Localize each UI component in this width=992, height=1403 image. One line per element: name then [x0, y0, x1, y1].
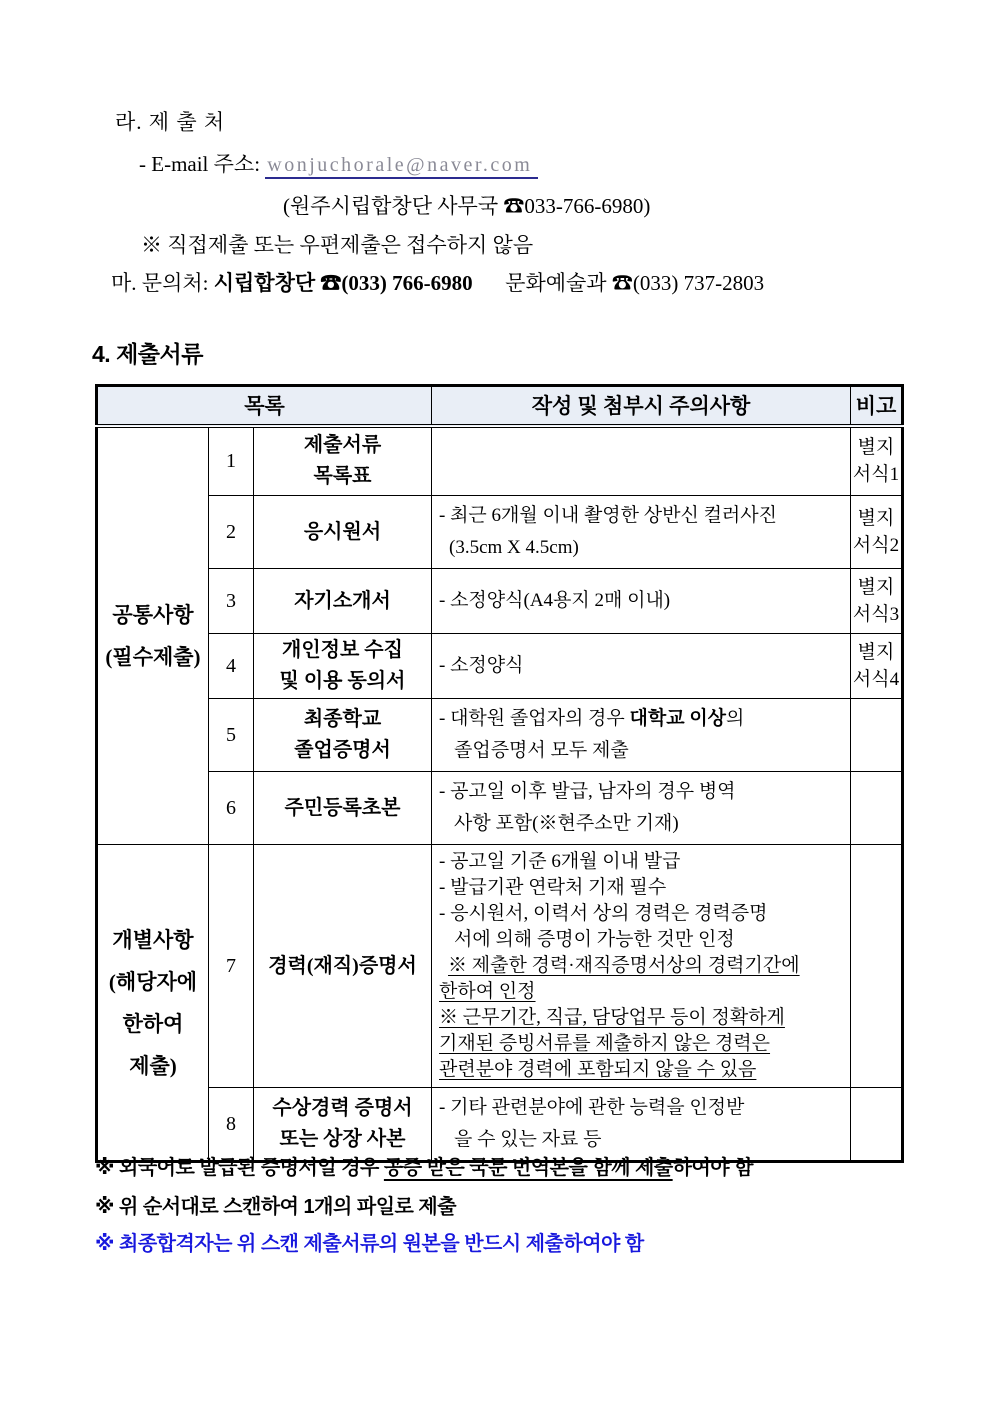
inquiry-label: 마. 문의처:	[111, 271, 209, 295]
table-row	[97, 845, 903, 1088]
row2-remark-line1: 별지	[857, 508, 895, 529]
table-row	[97, 569, 903, 634]
row7-name: 경력(재직)증명서	[254, 845, 432, 1088]
row5-note-line2: 졸업증명서 모두 제출	[454, 740, 629, 761]
row1-remark-line1: 별지	[857, 437, 895, 459]
row4-remark-line1: 별지	[857, 642, 895, 663]
row1-remark	[851, 426, 903, 496]
row3-number: 3	[209, 569, 254, 634]
header-remark: 비고	[851, 386, 903, 426]
row7-note-line3: - 응시원서, 이력서 상의 경력은 경력증명	[439, 903, 768, 924]
row7-note-line1: - 공고일 기준 6개월 이내 발급	[439, 851, 681, 872]
group-individual-line2: (해당자에	[108, 969, 198, 994]
row4-remark-line2: 서식4	[852, 669, 900, 690]
group-individual-line4: 제출)	[129, 1053, 177, 1078]
row4-name-line1: 개인정보 수집	[282, 639, 403, 661]
row2-notes	[432, 496, 851, 569]
inquiry-line	[111, 267, 764, 297]
row1-name-line2: 목록표	[313, 465, 372, 488]
inquiry-choir-phone: 시립합창단 ☎(033) 766-6980	[213, 271, 473, 295]
row6-name: 주민등록초본	[254, 772, 432, 845]
documents-table	[95, 384, 904, 1163]
row3-name: 자기소개서	[254, 569, 432, 634]
row2-note-line1: - 최근 6개월 이내 촬영한 상반신 컬러사진	[439, 505, 777, 526]
row7-underline-line2: 한하여 인정	[439, 981, 536, 1002]
row7-underline-line4: 기재된 증빙서류를 제출하지 않은 경력은	[439, 1033, 771, 1054]
header-list: 목록	[97, 386, 432, 426]
email-label: - E-mail 주소:	[139, 152, 261, 176]
row5-remark	[851, 699, 903, 772]
group-individual-cell	[97, 845, 209, 1162]
row6-note-line2: 사항 포함(※현주소만 기재)	[454, 813, 679, 834]
row3-notes	[432, 569, 851, 634]
row8-note-line2: 을 수 있는 자료 등	[454, 1129, 602, 1150]
row5-name-line2: 졸업증명서	[294, 739, 391, 761]
table-row	[97, 426, 903, 496]
footer-note-original-required: ※ 최종합격자는 위 스캔 제출서류의 원본을 반드시 제출하여야 함	[95, 1233, 644, 1255]
row3-remark-line1: 별지	[857, 577, 895, 598]
row6-remark	[851, 772, 903, 845]
row4-name-line2: 및 이용 동의서	[279, 670, 406, 692]
footer-note-scan-order: ※ 위 순서대로 스캔하여 1개의 파일로 제출	[95, 1196, 457, 1218]
row2-remark-line2: 서식2	[852, 535, 900, 556]
group-individual-line1: 개별사항	[112, 927, 194, 952]
row8-number: 8	[209, 1088, 254, 1162]
row1-number: 1	[209, 426, 254, 496]
row7-underline-line1: ※ 제출한 경력·재직증명서상의 경력기간에	[448, 955, 800, 976]
email-line	[139, 148, 538, 178]
row8-note-line1: - 기타 관련분야에 관한 능력을 인정받	[439, 1097, 745, 1118]
group-common-line2: (필수제출)	[105, 644, 201, 669]
row4-note-line1: - 소정양식	[439, 655, 524, 676]
footer-note1-pre: ※ 외국어로 발급된 증명서일 경우	[95, 1157, 384, 1179]
row8-name-line2: 또는 상장 사본	[279, 1128, 406, 1150]
table-header-row	[97, 386, 903, 426]
row8-remark	[851, 1088, 903, 1162]
email-link[interactable]: wonjuchorale@naver.com	[265, 154, 538, 179]
row7-notes	[432, 845, 851, 1088]
no-direct-submission-note: ※ 직접제출 또는 우편제출은 접수하지 않음	[141, 233, 534, 257]
row5-notes	[432, 699, 851, 772]
row8-name-line1: 수상경력 증명서	[272, 1097, 413, 1119]
row5-number: 5	[209, 699, 254, 772]
row6-notes	[432, 772, 851, 845]
row5-note-line1	[439, 703, 846, 735]
row2-name: 응시원서	[254, 496, 432, 569]
row5-note-pre: - 대학원 졸업자의 경우	[439, 708, 630, 729]
row1-name-line1: 제출서류	[303, 434, 382, 457]
footer-note1-underline: 공증 받은 국문 번역본을 함께 제출	[383, 1157, 673, 1179]
group-individual-line3: 한하여	[122, 1011, 184, 1036]
table-row	[97, 699, 903, 772]
footer-note-translation	[95, 1151, 753, 1180]
submission-place-heading: 라. 제 출 처	[115, 110, 226, 134]
row6-note-line1: - 공고일 이후 발급, 남자의 경우 병역	[439, 781, 736, 802]
row7-note-line4: 서에 의해 증명이 가능한 것만 인정	[454, 929, 735, 950]
documents-table-wrapper	[95, 384, 904, 1163]
footer-note1-post: 하여야 함	[672, 1157, 753, 1179]
row4-remark	[851, 634, 903, 699]
row2-note-line2: (3.5cm X 4.5cm)	[449, 537, 579, 558]
section-title: 4. 제출서류	[92, 341, 203, 367]
office-phone-line: (원주시립합창단 사무국 ☎033-766-6980)	[283, 194, 651, 218]
row1-notes	[432, 426, 851, 496]
row2-remark	[851, 496, 903, 569]
inquiry-culture-dept-phone: 문화예술과 ☎(033) 737-2803	[505, 271, 765, 295]
row5-note-post: 의	[726, 708, 745, 729]
row1-name	[254, 426, 432, 496]
row1-remark-line2: 서식1	[852, 464, 900, 486]
row3-note-line1: - 소정양식(A4용지 2매 이내)	[439, 590, 671, 611]
row4-number: 4	[209, 634, 254, 699]
table-row	[97, 496, 903, 569]
row4-notes	[432, 634, 851, 699]
row7-number: 7	[209, 845, 254, 1088]
table-row	[97, 634, 903, 699]
row3-remark	[851, 569, 903, 634]
row4-name	[254, 634, 432, 699]
group-common-cell	[97, 426, 209, 845]
row5-name	[254, 699, 432, 772]
header-notes: 작성 및 첨부시 주의사항	[432, 386, 851, 426]
row7-underline-line3: ※ 근무기간, 직급, 담당업무 등이 정확하게	[439, 1007, 785, 1028]
row7-remark	[851, 845, 903, 1088]
row6-number: 6	[209, 772, 254, 845]
row3-remark-line2: 서식3	[852, 604, 900, 625]
row5-name-line1: 최종학교	[303, 708, 382, 730]
row2-number: 2	[209, 496, 254, 569]
group-common-line1: 공통사항	[112, 602, 194, 627]
row7-underline-line5: 관련분야 경력에 포함되지 않을 수 있음	[439, 1059, 757, 1080]
row7-note-line2: - 발급기관 연락처 기재 필수	[439, 877, 667, 898]
row5-note-bold: 대학교 이상	[629, 708, 727, 729]
table-row	[97, 772, 903, 845]
